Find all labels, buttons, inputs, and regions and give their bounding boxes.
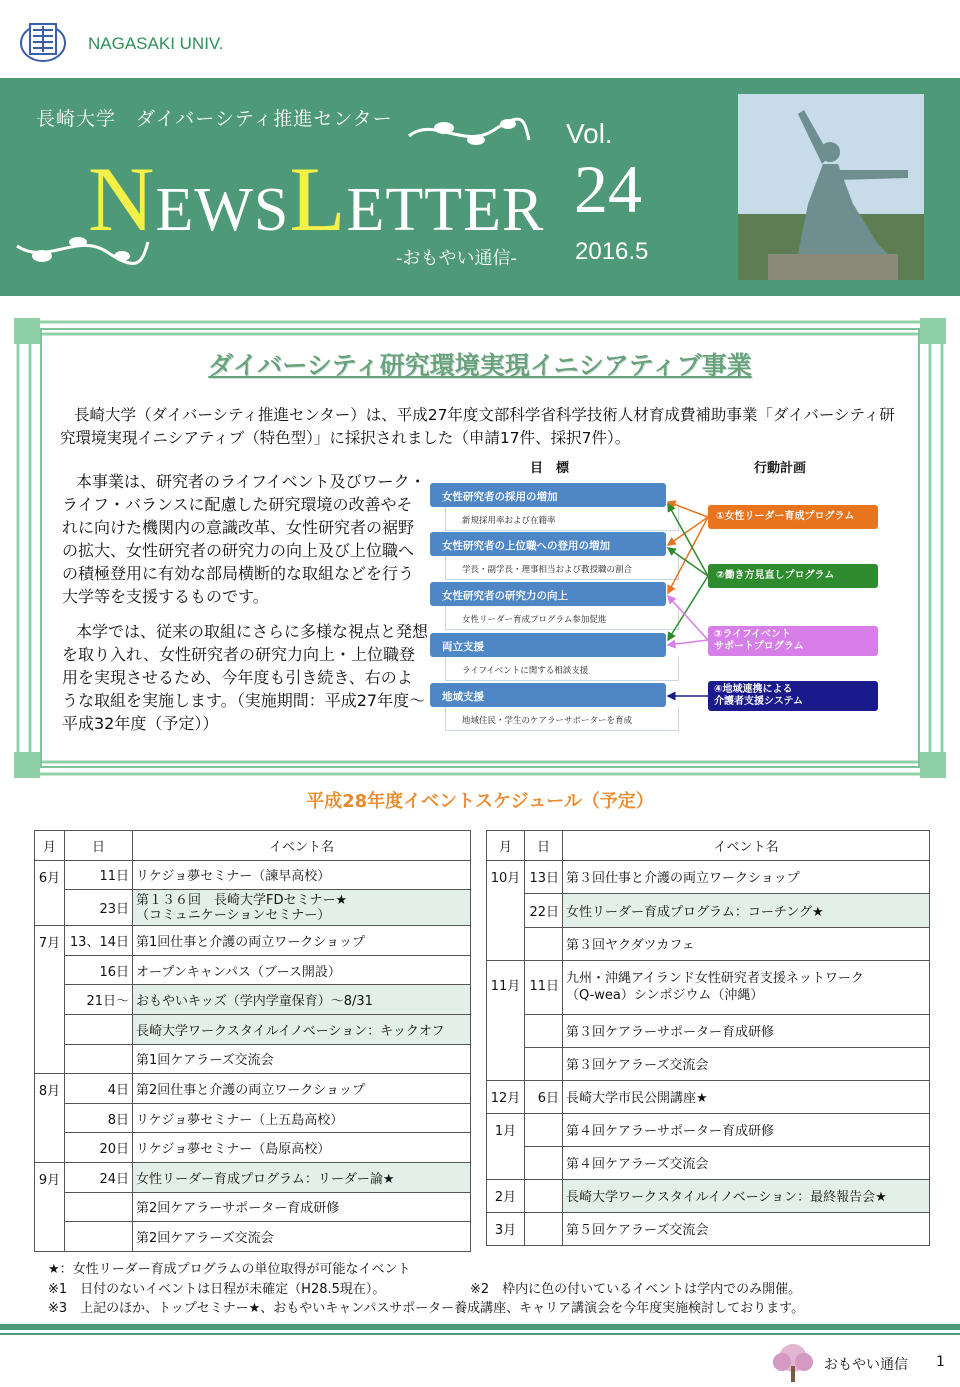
university-logo [18, 18, 68, 64]
table-row: 6月 11日 リケジョ夢セミナー（諫早高校） [35, 860, 471, 890]
table-row: 第2回ケアラーサポーター育成研修 [35, 1192, 471, 1222]
goal-research: 女性研究者の研究力の向上 [430, 582, 666, 606]
schedule-table-right [486, 830, 930, 1246]
plans-label: 行動計画 [754, 461, 807, 476]
note-undated: ※1 日付のないイベントは日程が未確定（H28.5現在）。 [48, 1282, 386, 1297]
title-initial-l: L [289, 148, 347, 250]
month-header: 月 [35, 831, 65, 861]
volume-number: 24 [574, 151, 642, 227]
project-description: 本事業は、研究者のライフイベント及びワーク・ライフ・バランスに配慮した研究環境の改善やそれに向けた機関内の意識改革、女性研究者の裾野の拡大、女性研究者の研究力の向上及び上位職への積極登用に有効な部局横断的な取組などを行う大学等を支援するものです。 [62, 472, 426, 606]
schedule-table-left [34, 830, 471, 1252]
goal-promotion-metric: 学長・副学長・理事相当および教授職の割合 [445, 556, 679, 580]
title-part-ews: EWS [155, 176, 290, 244]
footer-title: おもやい通信 [824, 1357, 908, 1373]
month-header: 月 [487, 831, 525, 861]
plan-life-event: ③ライフイベント サポートプログラム [708, 626, 878, 656]
table-row: 20日 リケジョ夢セミナー（島原高校） [35, 1133, 471, 1163]
table-row: 2月 長崎大学ワークスタイルイノベーション：最終報告会★ [487, 1179, 930, 1212]
table-row: 23日 第１３６回 長崎大学FDセミナー★ （コミュニケーションセミナー） [35, 890, 471, 926]
peace-statue-photo [738, 94, 924, 280]
plan-leader-program: ①女性リーダー育成プログラム [708, 505, 878, 529]
newsletter-subtitle: -おもやい通信- [396, 248, 517, 269]
center-name: 長崎大学 ダイバーシティ推進センター [36, 108, 393, 130]
footer-rule [0, 1333, 960, 1335]
title-part-etter: ETTER [346, 176, 545, 244]
event-header: イベント名 [563, 831, 930, 861]
schedule-title: 平成28年度イベントスケジュール（予定） [306, 791, 654, 812]
goal-balance: 両立支援 [430, 633, 666, 657]
day-header: 日 [65, 831, 133, 861]
goal-research-metric: 女性リーダー育成プログラム参加促進 [445, 606, 679, 630]
table-row: 第３回ヤクダツカフェ [487, 927, 930, 960]
intro-text: 長崎大学（ダイバーシティ推進センター）は、平成27年度文部科学省科学技術人材育成費補助事業「ダイバーシティ研究環境実現イニシアティブ（特色型）」に採択されました（申請17件、採択7件）。 [60, 406, 895, 447]
page-number: 1 [936, 1354, 945, 1370]
table-row: 第３回ケアラーズ交流会 [487, 1047, 930, 1080]
volume-label: Vol. [566, 118, 613, 149]
goal-hiring: 女性研究者の採用の増加 [430, 483, 666, 507]
goal-promotion: 女性研究者の上位職への登用の増加 [430, 532, 666, 556]
issue-date: 2016.5 [575, 238, 649, 265]
note-colored: ※2 枠内に色の付いているイベントは学内でのみ開催。 [470, 1282, 802, 1297]
table-row: 12月 6日 長崎大学市民公開講座★ [487, 1080, 930, 1113]
table-row: 22日 女性リーダー育成プログラム：コーチング★ [487, 893, 930, 927]
title-initial-n: N [88, 148, 156, 250]
project-title: ダイバーシティ研究環境実現イニシアティブ事業 [208, 351, 752, 380]
university-name: NAGASAKI UNIV. [88, 34, 224, 53]
table-row: 第1回ケアラーズ交流会 [35, 1044, 471, 1074]
goal-community-metric: 地域住民・学生のケアラーサポーターを育成 [445, 707, 679, 731]
goal-community: 地域支援 [430, 683, 666, 707]
event-header: イベント名 [133, 831, 471, 861]
table-row: 8日 リケジョ夢セミナー（上五島高校） [35, 1103, 471, 1133]
tree-icon [768, 1342, 818, 1382]
table-row: 9月 24日 女性リーダー育成プログラム：リーダー論★ [35, 1162, 471, 1192]
table-row: 16日 オープンキャンパス（ブース開設） [35, 955, 471, 985]
diagram-arrows [660, 490, 712, 720]
table-row: 10月 13日 第３回仕事と介護の両立ワークショップ [487, 860, 930, 893]
table-row: 第３回ケアラーサポーター育成研修 [487, 1014, 930, 1047]
day-header: 日 [525, 831, 563, 861]
table-row: 11月 11日 九州・沖縄アイランド女性研究者支援ネットワーク （Q-wea）シンポジウム（沖縄） [487, 960, 930, 1014]
project-implementation: 本学では、従来の取組にさらに多様な視点と発想を取り入れ、女性研究者の研究力向上・上位職登用を実現させるため、今年度も引き続き、右のような取組を実施します。（実施期間：平成27年度～平成32年度（予定）） [62, 622, 429, 733]
table-row: 8月 4日 第2回仕事と介護の両立ワークショップ [35, 1074, 471, 1104]
newsletter-title [88, 146, 544, 252]
goal-hiring-metric: 新規採用率および在籍率 [445, 507, 679, 531]
table-row: 7月 13、14日 第1回仕事と介護の両立ワークショップ [35, 926, 471, 956]
footer-rule [0, 1324, 960, 1330]
table-row: 長崎大学ワークスタイルイノベーション：キックオフ [35, 1014, 471, 1044]
plan-caregiver: ④地域連携による 介護者支援システム [708, 681, 878, 711]
note-other: ※3 上記のほか、トップセミナー★、おもやいキャンパスサポーター養成講座、キャリア講演会を今年度実施検討しております。 [48, 1301, 805, 1316]
note-star: ★：女性リーダー育成プログラムの単位取得が可能なイベント [48, 1262, 411, 1277]
plan-work-style: ②働き方見直しプログラム [708, 564, 878, 588]
table-row: 21日～ おもやいキッズ（学内学童保育）～8/31 [35, 985, 471, 1015]
table-row: 第４回ケアラーズ交流会 [487, 1146, 930, 1179]
table-row: 第2回ケアラーズ交流会 [35, 1222, 471, 1252]
table-row: 1月 第４回ケアラーサポーター育成研修 [487, 1113, 930, 1146]
goals-label: 目 標 [530, 461, 570, 476]
goal-balance-metric: ライフイベントに関する相談支援 [445, 657, 679, 681]
table-row: 3月 第５回ケアラーズ交流会 [487, 1212, 930, 1245]
